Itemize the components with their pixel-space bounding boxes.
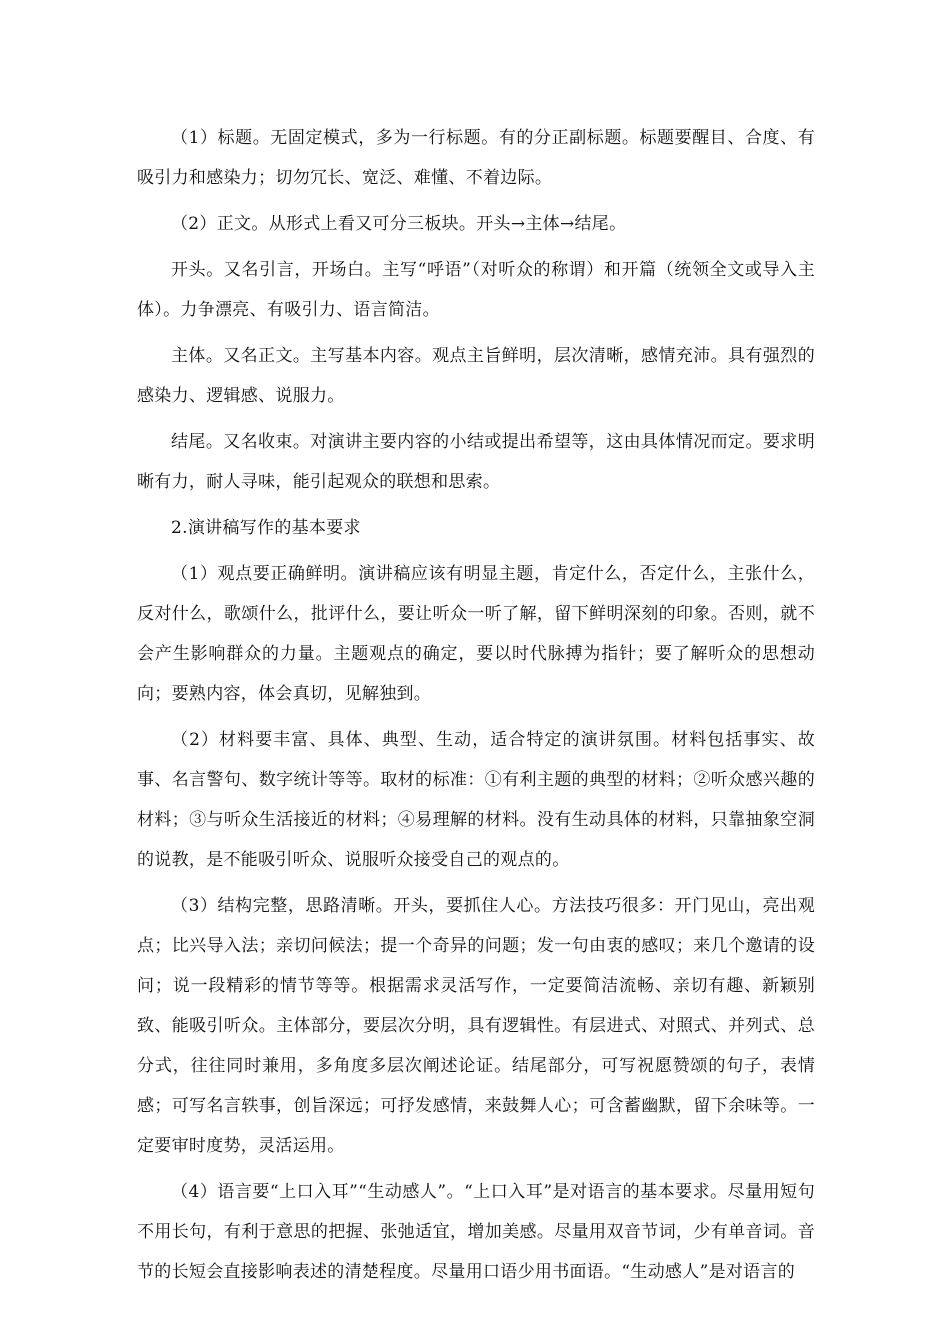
paragraph-requirement-4: （4）语言要“上口入耳”“生动感人”。“上口入耳”是对语言的基本要求。尽量用短句不用长句，有利于意思的把握、张弛适宜，增加美感。尽量用双音节词，少有单音词。音节的长短会直接影响表述的清楚程度。尽量用口语少用书面语。“生动感人”是对语言的 [137, 1182, 815, 1282]
paragraph-ending: 结尾。又名收束。对演讲主要内容的小结或提出希望等，这由具体情况而定。要求明晰有力，耐人寻味，能引起观众的联想和思索。 [137, 432, 815, 492]
document-body [137, 118, 815, 1298]
paragraph-requirement-3: （3）结构完整，思路清晰。开头，要抓住人心。方法技巧很多：开门见山，亮出观点；比兴导入法；亲切问候法；提一个奇异的问题；发一句由衷的感叹；来几个邀请的设问；说一段精彩的情节等等。根据需求灵活写作，一定要简洁流畅、亲切有趣、新颖别致、能吸引听众。主体部分，要层次分明，具有逻辑性。有层进式、对照式、并列式、总分式，往往同时兼用，多角度多层次阐述论证。结尾部分，可写祝愿赞颂的句子，表情感；可写名言轶事，创旨深远；可抒发感情，来鼓舞人心；可含蓄幽默，留下余味等。一定要审时度势，灵活运用。 [137, 896, 815, 1156]
paragraph-body-structure: （2）正文。从形式上看又可分三板块。开头→主体→结尾。 [171, 214, 627, 234]
paragraph-main-body: 主体。又名正文。主写基本内容。观点主旨鲜明，层次清晰，感情充沛。具有强烈的感染力、逻辑感、说服力。 [137, 346, 815, 406]
section-heading: 2.演讲稿写作的基本要求 [171, 518, 361, 538]
paragraph-requirement-1: （1）观点要正确鲜明。演讲稿应该有明显主题，肯定什么，否定什么，主张什么，反对什么，歌颂什么，批评什么，要让听众一听了解，留下鲜明深刻的印象。否则，就不会产生影响群众的力量。主题观点的确定，要以时代脉搏为指针；要了解听众的思想动向；要熟内容，体会真切，见解独到。 [137, 564, 815, 704]
paragraph-requirement-2: （2）材料要丰富、具体、典型、生动，适合特定的演讲氛围。材料包括事实、故事、名言警句、数字统计等等。取材的标准：①有利主题的典型的材料；②听众感兴趣的材料；③与听众生活接近的材料；④易理解的材料。没有生动具体的材料，只靠抽象空洞的说教，是不能吸引听众、说服听众接受自己的观点的。 [137, 730, 815, 870]
paragraph-opening: 开头。又名引言，开场白。主写“呼语”（对听众的称谓）和开篇（统领全文或导入主体）。力争漂亮、有吸引力、语言简洁。 [137, 260, 815, 320]
paragraph-title-rule: （1）标题。无固定模式，多为一行标题。有的分正副标题。标题要醒目、合度、有吸引力和感染力；切勿冗长、宽泛、难懂、不着边际。 [137, 128, 815, 188]
